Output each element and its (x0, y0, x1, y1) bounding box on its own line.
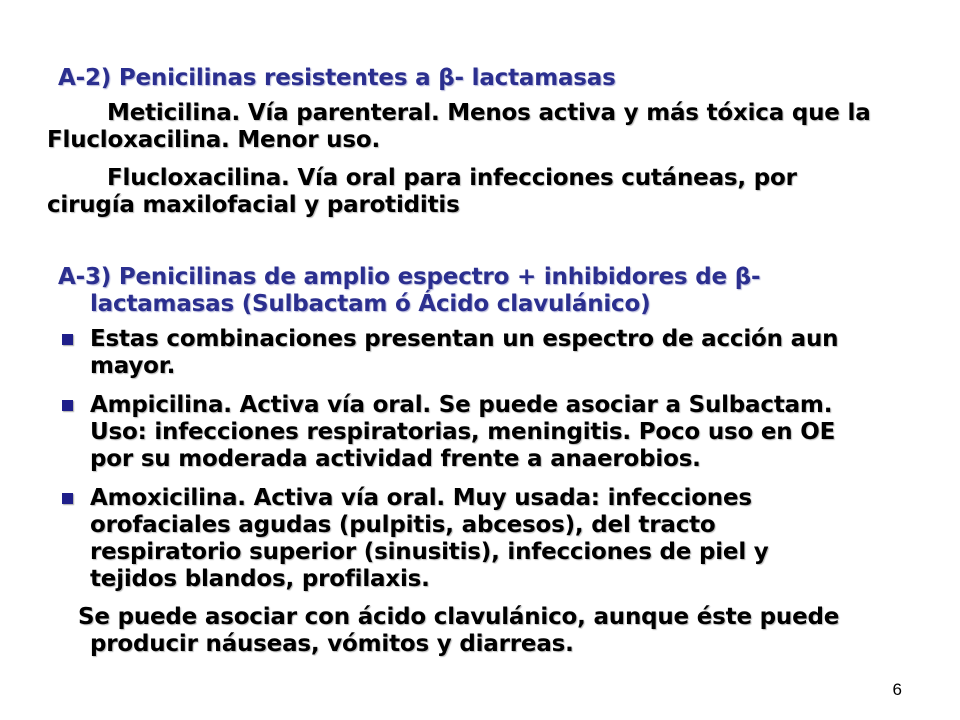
clavulanico-note: Se puede asociar con ácido clavulánico, aunque éste puede producir náuseas, vómitos y diarreas. (78, 604, 840, 657)
bullet-item: Ampicilina. Activa vía oral. Se puede asociar a Sulbactam. Uso: infecciones respiratorias, meningitis. Poco uso en OE por su moderada actividad frente a anaerobios. (90, 392, 836, 472)
section-a2-heading: A-2) Penicilinas resistentes a β- lactamasas (58, 65, 616, 91)
bullet-square-icon (62, 400, 73, 411)
section-a3-heading: A-3) Penicilinas de amplio espectro + inhibidores de β-lactamasas (Sulbactam ó Ácido clavulánico) (58, 264, 761, 317)
meticilina-paragraph: Meticilina. Vía parenteral. Menos activa y más tóxica que la Flucloxacilina. Menor uso. (47, 100, 871, 153)
bullet-item: Amoxicilina. Activa vía oral. Muy usada: infecciones orofaciales agudas (pulpitis, abcesos), del tracto respiratorio superior (sinusitis), infecciones de piel y tejidos blandos, profilaxis. (90, 485, 769, 592)
bullet-square-icon (62, 334, 73, 345)
page-number: 6 (892, 680, 902, 699)
bullet-item: Estas combinaciones presentan un espectro de acción aun mayor. (90, 326, 839, 379)
flucloxacilina-paragraph: Flucloxacilina. Vía oral para infecciones cutáneas, por cirugía maxilofacial y parotiditis (47, 165, 797, 218)
bullet-square-icon (62, 493, 73, 504)
